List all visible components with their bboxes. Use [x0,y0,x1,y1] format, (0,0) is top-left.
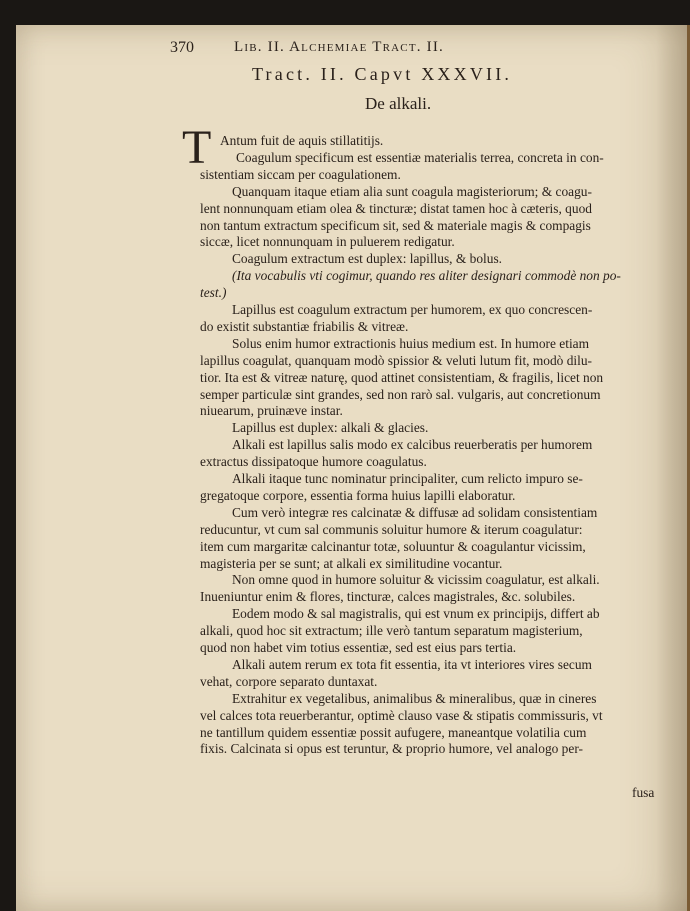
text-line: do existit substantiæ friabilis & vitreæ. [200,318,409,334]
text-line: lent nonnunquam etiam olea & tincturæ; distat tamen hoc à cæteris, quod [200,200,592,216]
text-line: Lapillus est coagulum extractum per humorem, ex quo concrescen- [232,302,593,317]
section-title: De alkali. [365,94,432,113]
text-line: Quanquam itaque etiam alia sunt coagula magisteriorum; & coagu- [232,183,592,199]
text-line: non tantum extractum specificum sit, sed & materiale magis & compagis [200,217,591,233]
drop-cap: T [182,121,212,174]
page-number: 370 [170,39,194,56]
text-line: Antum fuit de aquis stillatitijs. [220,133,384,148]
text-line: fixis. Calcinata si opus est teruntur, & proprio humore, vel analogo per- [200,741,583,757]
text-line: gregatoque corpore, essentia forma huius lapilli elaboratur. [200,487,516,503]
text-line: Lapillus est duplex: alkali & glacies. [232,420,429,436]
text-line: siccæ, licet nonnunquam in puluerem redigatur. [200,234,455,250]
text-line: Extrahitur ex vegetalibus, animalibus & mineralibus, quæ in cineres [232,690,597,706]
page-header [170,39,590,59]
chapter-heading: Tract. II. Capvt XXXVII. [252,64,513,84]
text-line: vel calces tota reuerberantur, optimè clauso vase & stipatis commissuris, vt [200,707,603,723]
text-line: magisteria per se sunt; at alkali ex similitudine vocantur. [200,555,503,571]
text-line: Coagulum extractum est duplex: lapillus, & bolus. [232,251,503,267]
text-line: sistentiam siccam per coagulationem. [200,166,401,182]
running-head: Lib. II. Alchemiae Tract. II. [234,39,445,55]
catchword: fusa [632,785,655,800]
text-line: (Ita vocabulis vti cogimur, quando res aliter designari commodè non po- [232,268,621,284]
text-line: niuearum, pruinæve instar. [200,403,343,419]
text-line: Non omne quod in humore soluitur & vicissim coagulatur, est alkali. [232,572,600,588]
text-line: reducuntur, vt cum sal communis soluitur humore & iterum coagulatur: [200,521,583,537]
text-line: tior. Ita est & vitreæ naturę, quod attinet consistentiam, & fragilis, licet non [200,369,604,385]
text-line: Inueniuntur enim & flores, tincturæ, calces magistrales, &c. solubiles. [200,589,576,605]
text-line: lapillus coagulat, quanquam modò spissior & veluti lutum fit, modò dilu- [200,352,593,368]
text-line: Eodem modo & sal magistralis, qui est vnum ex principijs, differt ab [232,606,600,622]
text-line: semper particulæ sint grandes, sed non rarò sal. vulgaris, aut concretionum [200,386,601,402]
text-line: item cum margaritæ calcinantur totæ, soluuntur & coagulantur vicissim, [200,538,586,554]
text-line: Cum verò integræ res calcinatæ & diffusæ ad solidam consistentiam [232,504,598,520]
text-line: vehat, corpore separato duntaxat. [200,673,378,689]
text-line: test.) [200,285,227,301]
text-line: Alkali itaque tunc nominatur principaliter, cum relicto impuro se- [232,471,583,486]
text-line: ne tantillum quidem essentiæ possit aufugere, maneantque volatilia cum [200,724,587,740]
text-line: Coagulum specificum est essentiæ materialis terrea, concreta in con- [236,149,604,165]
text-line: Solus enim humor extractionis huius medium est. In humore etiam [232,335,590,351]
text-line: extractus dissipatoque humore coagulatus. [200,454,427,470]
text-line: Alkali est lapillus salis modo ex calcibus reuerberatis per humorem [232,437,593,453]
text-line: alkali, quod hoc sit extractum; ille verò tantum separatum magisterium, [200,623,583,639]
page-gutter-shadow [656,25,690,911]
text-line: quod non habet vim totius essentiæ, sed est eius pars tertia. [200,640,517,655]
text-line: Alkali autem rerum ex tota fit essentia, ita vt interiores vires secum [232,656,592,672]
